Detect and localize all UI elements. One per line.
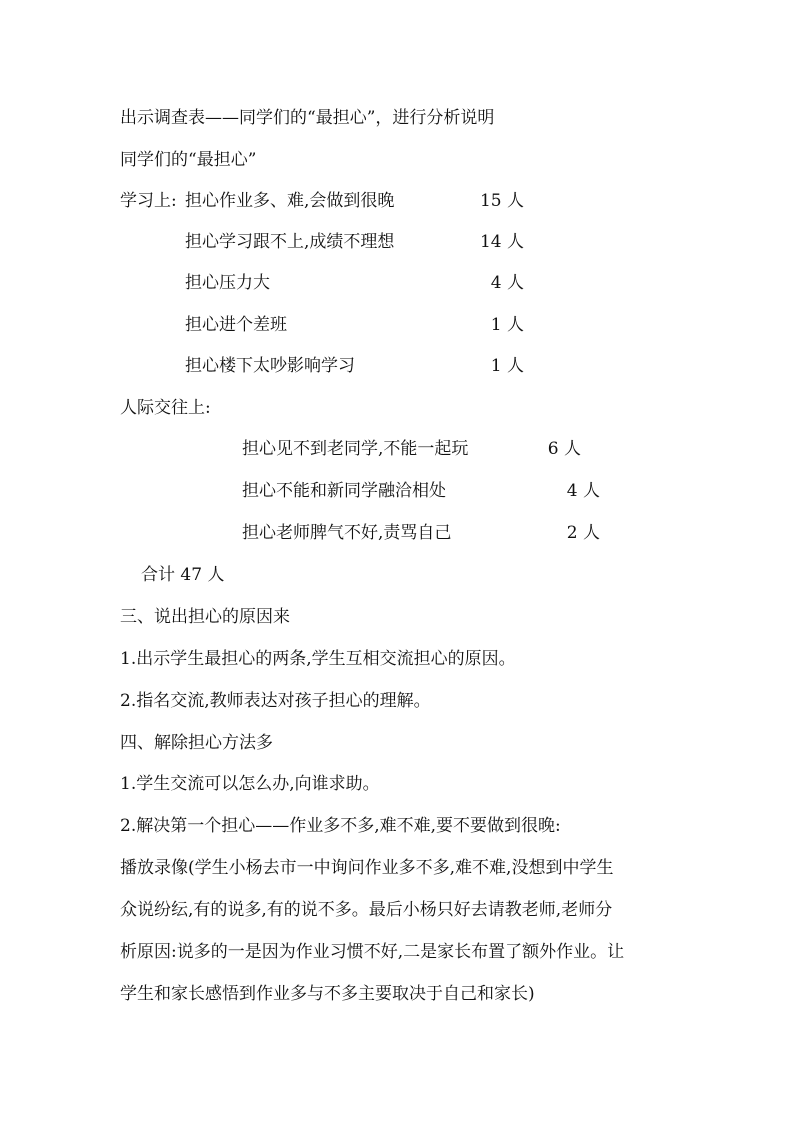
- section-4-paragraph: 2.解决第一个担心——作业多不多,难不难,要不要做到很晚:: [120, 816, 561, 836]
- study-item-text: 担心楼下太吵影响学习: [185, 356, 355, 376]
- social-item-text: 担心不能和新同学融洽相处: [242, 481, 446, 501]
- study-item-text: 担心进个差班: [185, 315, 287, 335]
- section-3-title: 三、说出担心的原因来: [120, 607, 290, 627]
- study-item-text: 担心作业多、难,会做到很晚: [185, 191, 395, 211]
- social-item-text: 担心老师脾气不好,责骂自己: [242, 523, 452, 543]
- social-item-count: 4 人: [566, 481, 600, 501]
- video-description-line: 众说纷纭,有的说多,有的说不多。最后小杨只好去请教老师,老师分: [120, 900, 613, 920]
- study-item-count: 15 人: [479, 191, 524, 211]
- study-item-count: 14 人: [479, 232, 524, 252]
- intro-line-2: 同学们的“最担心”: [120, 150, 257, 170]
- study-label: 学习上:: [120, 191, 177, 211]
- total-line: 合计 47 人: [141, 565, 225, 585]
- video-description-line: 播放录像(学生小杨去市一中询问作业多不多,难不难,没想到中学生: [120, 858, 614, 878]
- section-3-paragraph: 1.出示学生最担心的两条,学生互相交流担心的原因。: [120, 649, 516, 669]
- social-item-count: 2 人: [566, 523, 600, 543]
- study-item-count: 1 人: [490, 356, 524, 376]
- section-4-paragraph: 1.学生交流可以怎么办,向谁求助。: [120, 774, 380, 794]
- study-item-text: 担心压力大: [185, 273, 270, 293]
- study-item-text: 担心学习跟不上,成绩不理想: [185, 232, 395, 252]
- video-description-line: 析原因:说多的一是因为作业习惯不好,二是家长布置了额外作业。让: [120, 942, 625, 962]
- section-3-paragraph: 2.指名交流,教师表达对孩子担心的理解。: [120, 691, 431, 711]
- video-description-line: 学生和家长感悟到作业多与不多主要取决于自己和家长): [120, 984, 535, 1004]
- social-item-text: 担心见不到老同学,不能一起玩: [242, 439, 469, 459]
- study-item-count: 4 人: [490, 273, 524, 293]
- social-label: 人际交往上:: [120, 398, 211, 418]
- study-item-count: 1 人: [490, 315, 524, 335]
- social-item-count: 6 人: [547, 439, 581, 459]
- section-4-title: 四、解除担心方法多: [120, 733, 273, 753]
- intro-line-1: 出示调查表——同学们的“最担心”，进行分析说明: [120, 108, 495, 128]
